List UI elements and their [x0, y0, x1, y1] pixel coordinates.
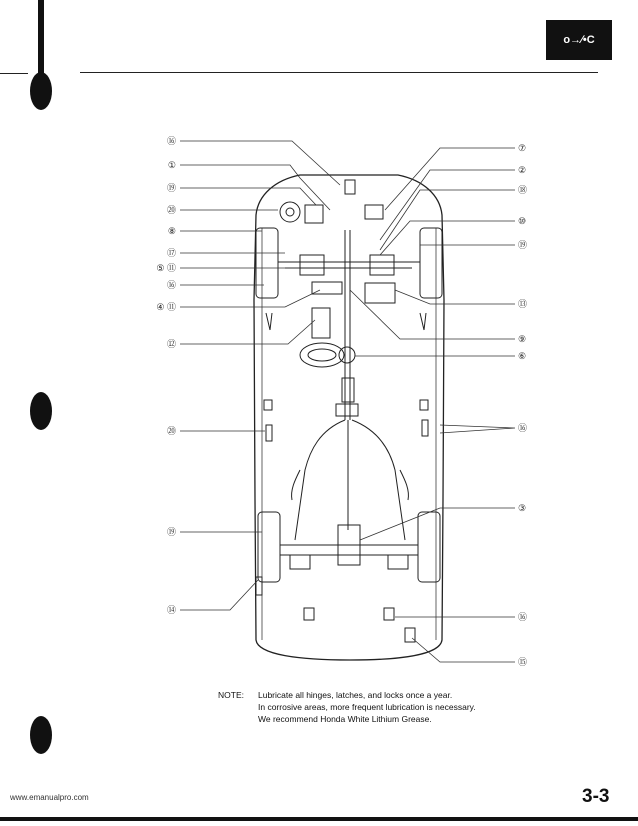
note-text: We recommend Honda White Lithium Grease. — [258, 714, 432, 724]
hinges-latches — [256, 313, 428, 642]
note-text: In corrosive areas, more frequent lubrication is necessary. — [258, 702, 476, 712]
callout-number: ⑲ — [518, 240, 528, 250]
callout-number: ⑭ — [166, 605, 176, 615]
wheels — [256, 228, 442, 582]
note-label: NOTE: — [218, 690, 244, 700]
callout-number: ⑩ — [518, 216, 527, 226]
leader-lines-left — [180, 141, 340, 610]
car-body — [254, 175, 444, 660]
callout-number: ⑯ — [166, 136, 176, 146]
callout-number: ⑳ — [166, 426, 176, 436]
page-number: 3-3 — [582, 786, 610, 807]
callouts-left — [156, 136, 176, 615]
callout-number: ② — [518, 165, 527, 175]
note-line — [218, 689, 476, 701]
callout-number: ⑦ — [518, 143, 527, 153]
footer-bar — [0, 817, 638, 821]
rear-suspension — [280, 420, 418, 569]
leader-lines-right — [350, 148, 515, 662]
callout-number: ⑳ — [166, 205, 176, 215]
callout-number: ⑨ — [518, 334, 527, 344]
callout-number: ⑬ — [518, 299, 528, 309]
callout-number: ⑰ — [166, 248, 176, 258]
callouts-right — [518, 143, 527, 667]
callout-number: ⑱ — [518, 185, 528, 195]
callout-number: ⑯ — [518, 423, 528, 433]
callout-number: ④ ⑪ — [156, 302, 176, 312]
logo-text: o→∕•C — [563, 34, 595, 46]
callout-number: ⑤ ⑪ — [156, 263, 176, 273]
callout-number: ⑧ — [167, 226, 176, 236]
callout-number: ⑥ — [518, 351, 527, 361]
note-text: Lubricate all hinges, latches, and locks once a year. — [258, 690, 453, 700]
note-block — [218, 689, 476, 725]
callout-number: ⑲ — [166, 183, 176, 193]
callout-number: ⑯ — [518, 612, 528, 622]
footer-url: www.emanualpro.com — [10, 793, 89, 802]
callout-number: ⑮ — [518, 657, 528, 667]
callout-number: ① — [167, 160, 176, 170]
callout-number: ⑲ — [166, 527, 176, 537]
callout-number: ⑯ — [166, 280, 176, 290]
callout-number: ③ — [518, 503, 527, 513]
callout-number: ⑫ — [166, 339, 176, 349]
